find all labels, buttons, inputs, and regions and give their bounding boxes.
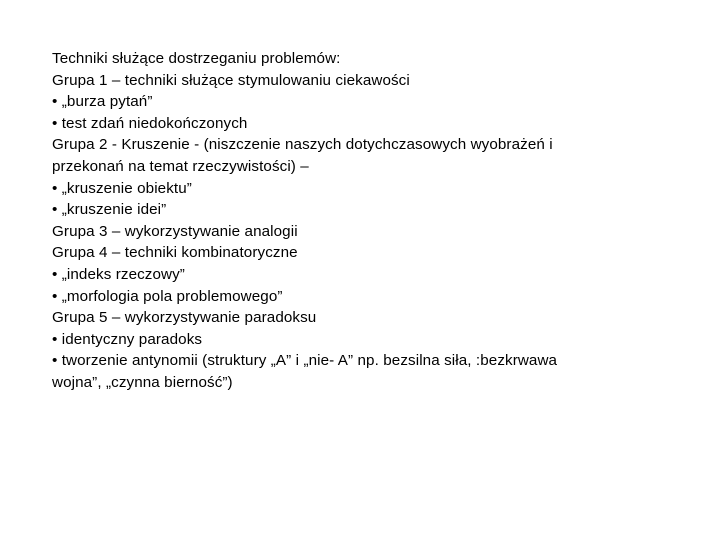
text-block	[52, 48, 672, 394]
group-2-continuation-line: przekonań na temat rzeczywistości) –	[52, 157, 309, 175]
bullet-item: • „kruszenie obiektu”	[52, 179, 192, 197]
heading-line: Techniki służące dostrzeganiu problemów:	[52, 50, 341, 67]
bullet-item: • „burza pytań”	[52, 93, 153, 111]
group-5-line: Grupa 5 – wykorzystywanie paradoksu	[52, 309, 317, 327]
bullet-continuation-line: wojna”, „czynna bierność”)	[52, 373, 233, 391]
group-4-line: Grupa 4 – techniki kombinatoryczne	[52, 244, 298, 262]
bullet-item: • „indeks rzeczowy”	[52, 265, 185, 283]
bullet-item: • tworzenie antynomii (struktury „A” i „nie- A” np. bezsilna siła, :bezkrwawa	[52, 352, 558, 370]
group-1-line: Grupa 1 – techniki służące stymulowaniu ciekawości	[52, 71, 410, 89]
bullet-item: • „kruszenie idei”	[52, 201, 167, 219]
bullet-item: • identyczny paradoks	[52, 330, 203, 348]
bullet-item: • „morfologia pola problemowego”	[52, 287, 283, 305]
group-3-line: Grupa 3 – wykorzystywanie analogii	[52, 222, 298, 240]
group-2-line: Grupa 2 - Kruszenie - (niszczenie naszych dotychczasowych wyobrażeń i	[52, 136, 553, 154]
bullet-item: • test zdań niedokończonych	[52, 114, 248, 132]
